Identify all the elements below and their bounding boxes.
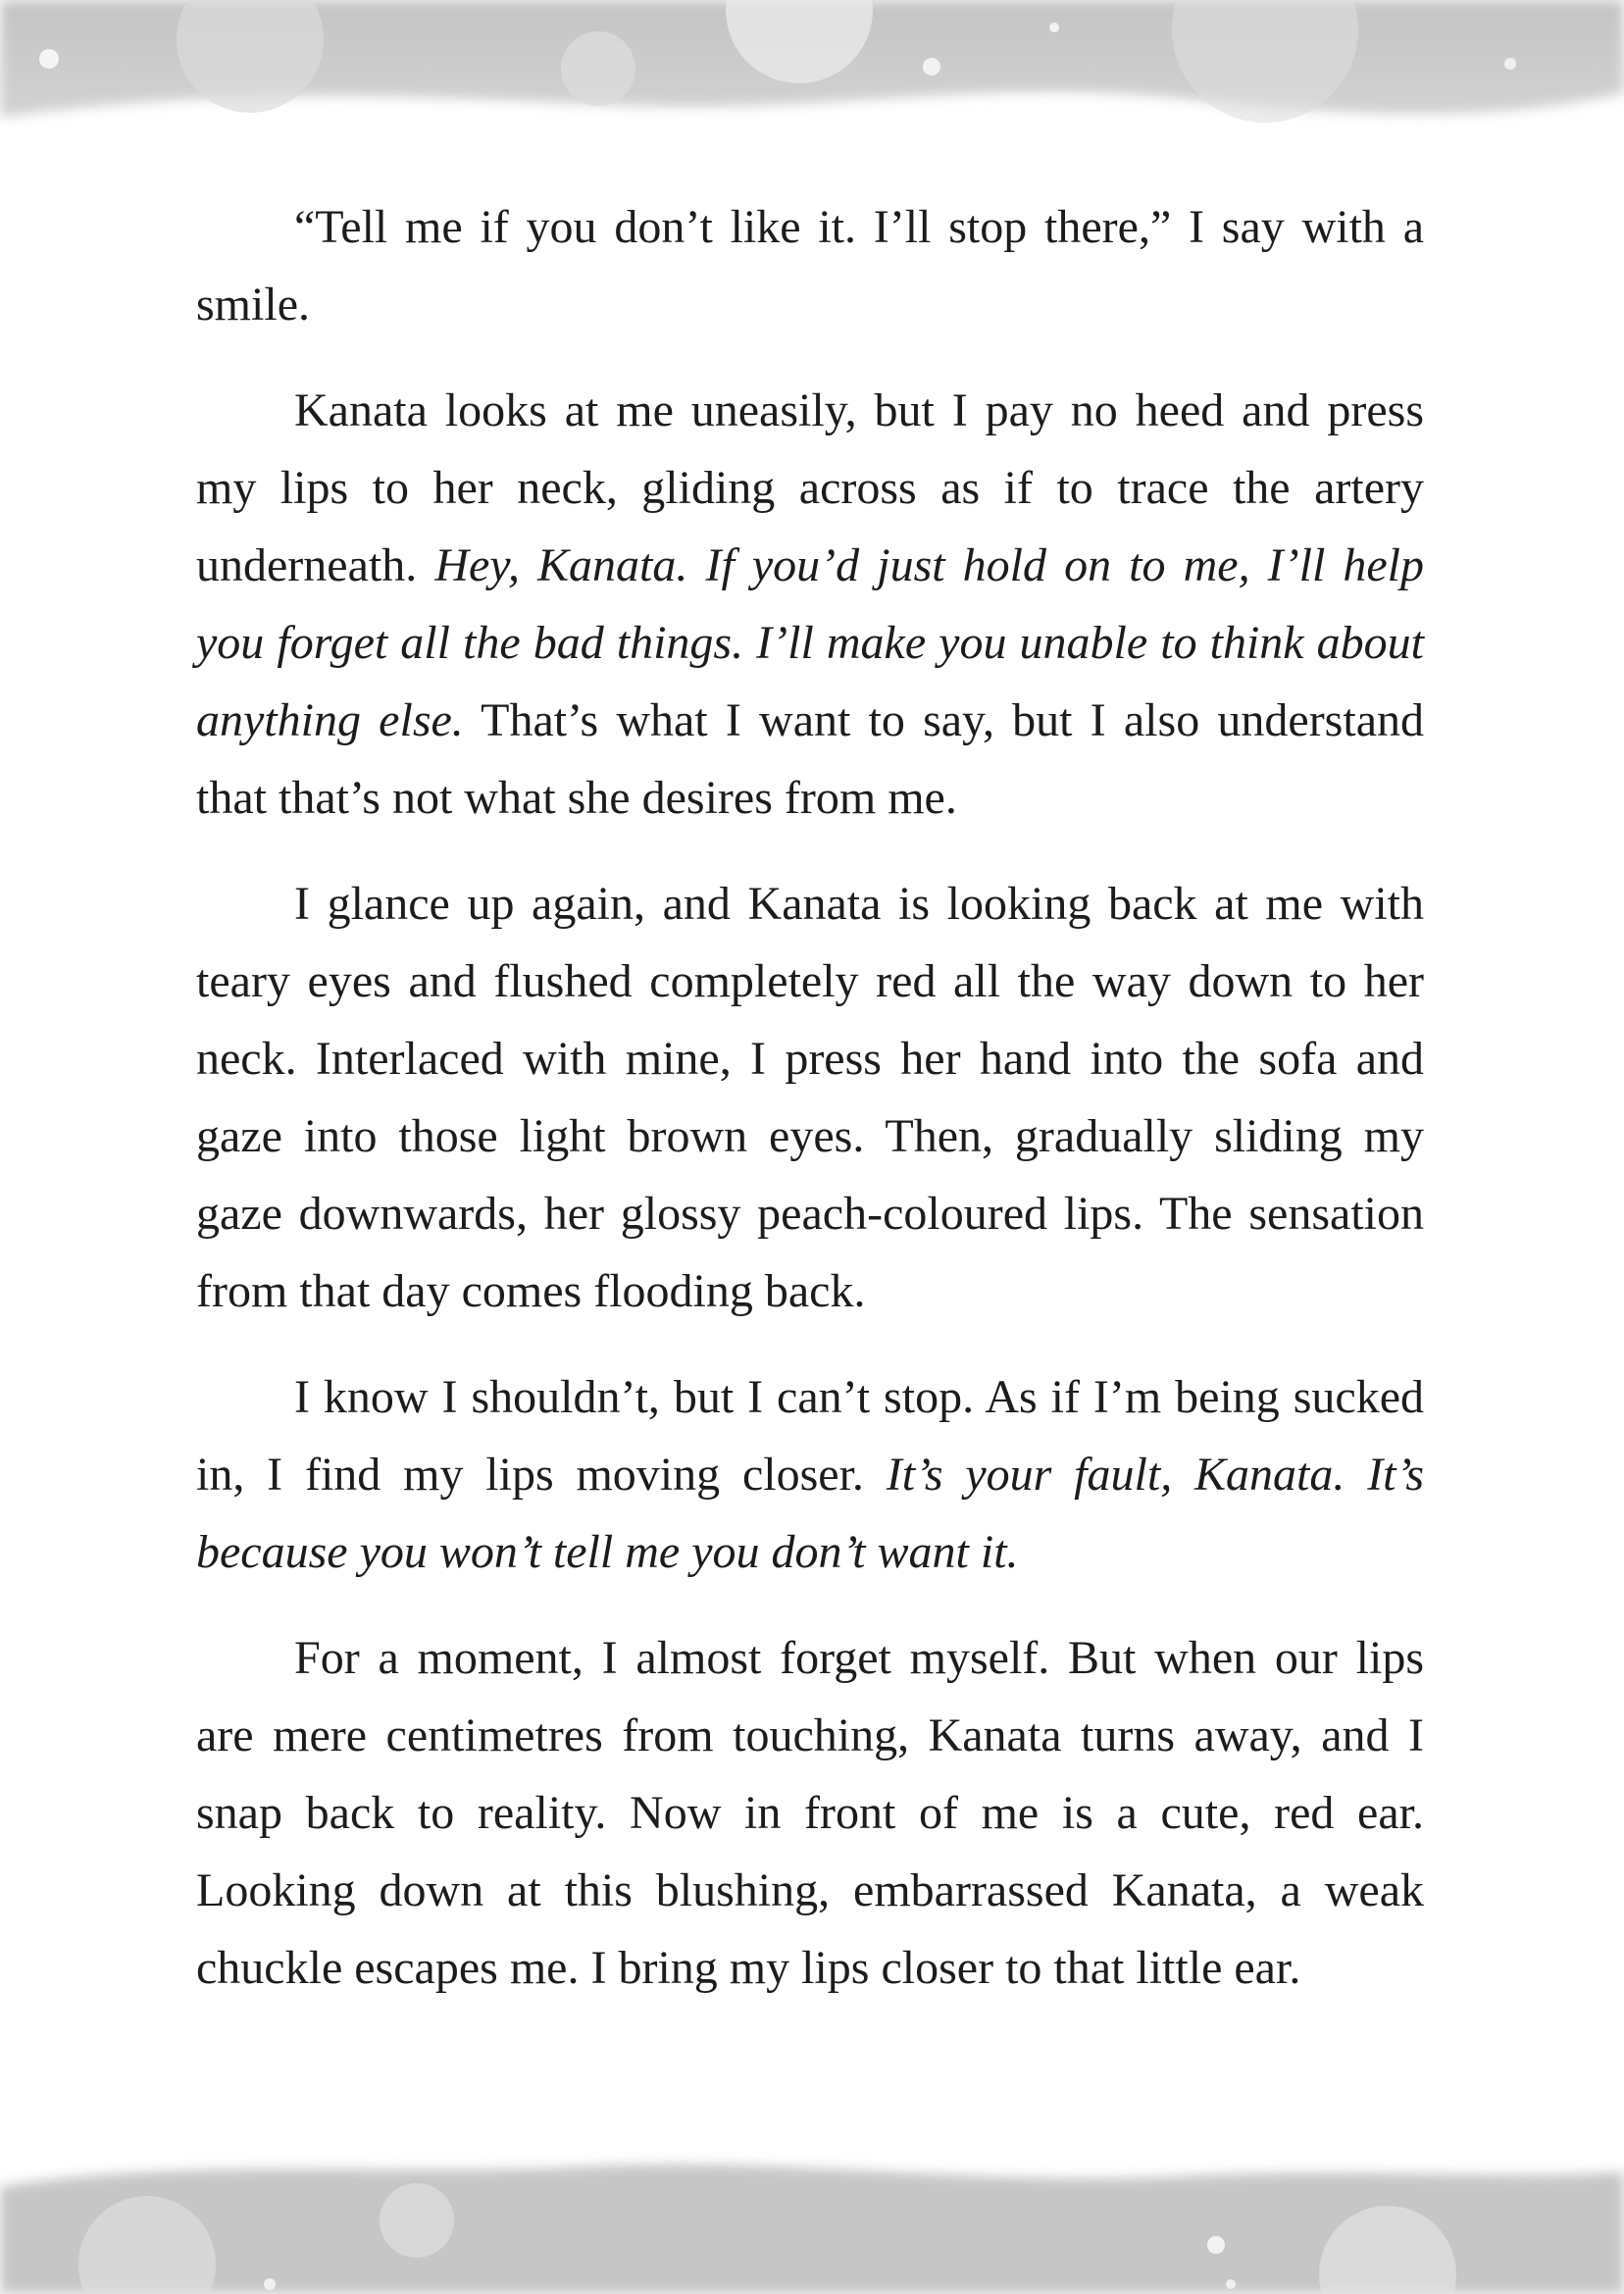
- top-bokeh-graphic: [0, 0, 1624, 147]
- paragraph-5: [196, 1619, 1424, 2007]
- paragraph-1-text: “Tell me if you don’t like it. I’ll stop there,” I say with a smile.: [196, 201, 1424, 331]
- bottom-bokeh-graphic: [0, 2137, 1624, 2294]
- paragraph-2-inner-thought: Hey, Kanata. If you’d just hold on to me, I’ll help you forget all the bad things. I’ll make you unable to think about anything else.: [196, 539, 1425, 746]
- paragraph-2-text-b: That’s what I want to say, but I also understand that that’s not what she desires from me.: [196, 694, 1424, 824]
- top-decorative-band: [0, 0, 1624, 147]
- bottom-decorative-band: [0, 2137, 1624, 2294]
- paragraph-1: [196, 188, 1424, 343]
- paragraph-4-inner-thought: It’s your fault, Kanata. It’s because you won’t tell me you don’t want it.: [196, 1449, 1424, 1578]
- paragraph-2-text-a: Kanata looks at me uneasily, but I pay no heed and press my lips to her neck, gliding across as if to trace the artery underneath.: [196, 384, 1424, 591]
- paragraph-2: [196, 372, 1424, 837]
- paragraph-4-text: I know I shouldn’t, but I can’t stop. As if I’m being sucked in, I find my lips moving closer.: [196, 1371, 1424, 1501]
- paragraph-4: [196, 1358, 1424, 1591]
- paragraph-3-text: I glance up again, and Kanata is looking back at me with teary eyes and flushed completely red all the way down to her neck. Interlaced with mine, I press her hand into the sofa and gaze into those light brown eyes. Then, gradually sliding my gaze downwards, her glossy peach-coloured lips. The sensation from that day comes flooding back.: [196, 878, 1424, 1317]
- page-body: [196, 188, 1424, 2035]
- paragraph-5-text: For a moment, I almost forget myself. But when our lips are mere centimetres from touching, Kanata turns away, and I snap back to reality. Now in front of me is a cute, red ear. Looking down at this blushing, embarrassed Kanata, a weak chuckle escapes me. I bring my lips closer to that little ear.: [196, 1632, 1424, 1994]
- paragraph-3: [196, 865, 1424, 1330]
